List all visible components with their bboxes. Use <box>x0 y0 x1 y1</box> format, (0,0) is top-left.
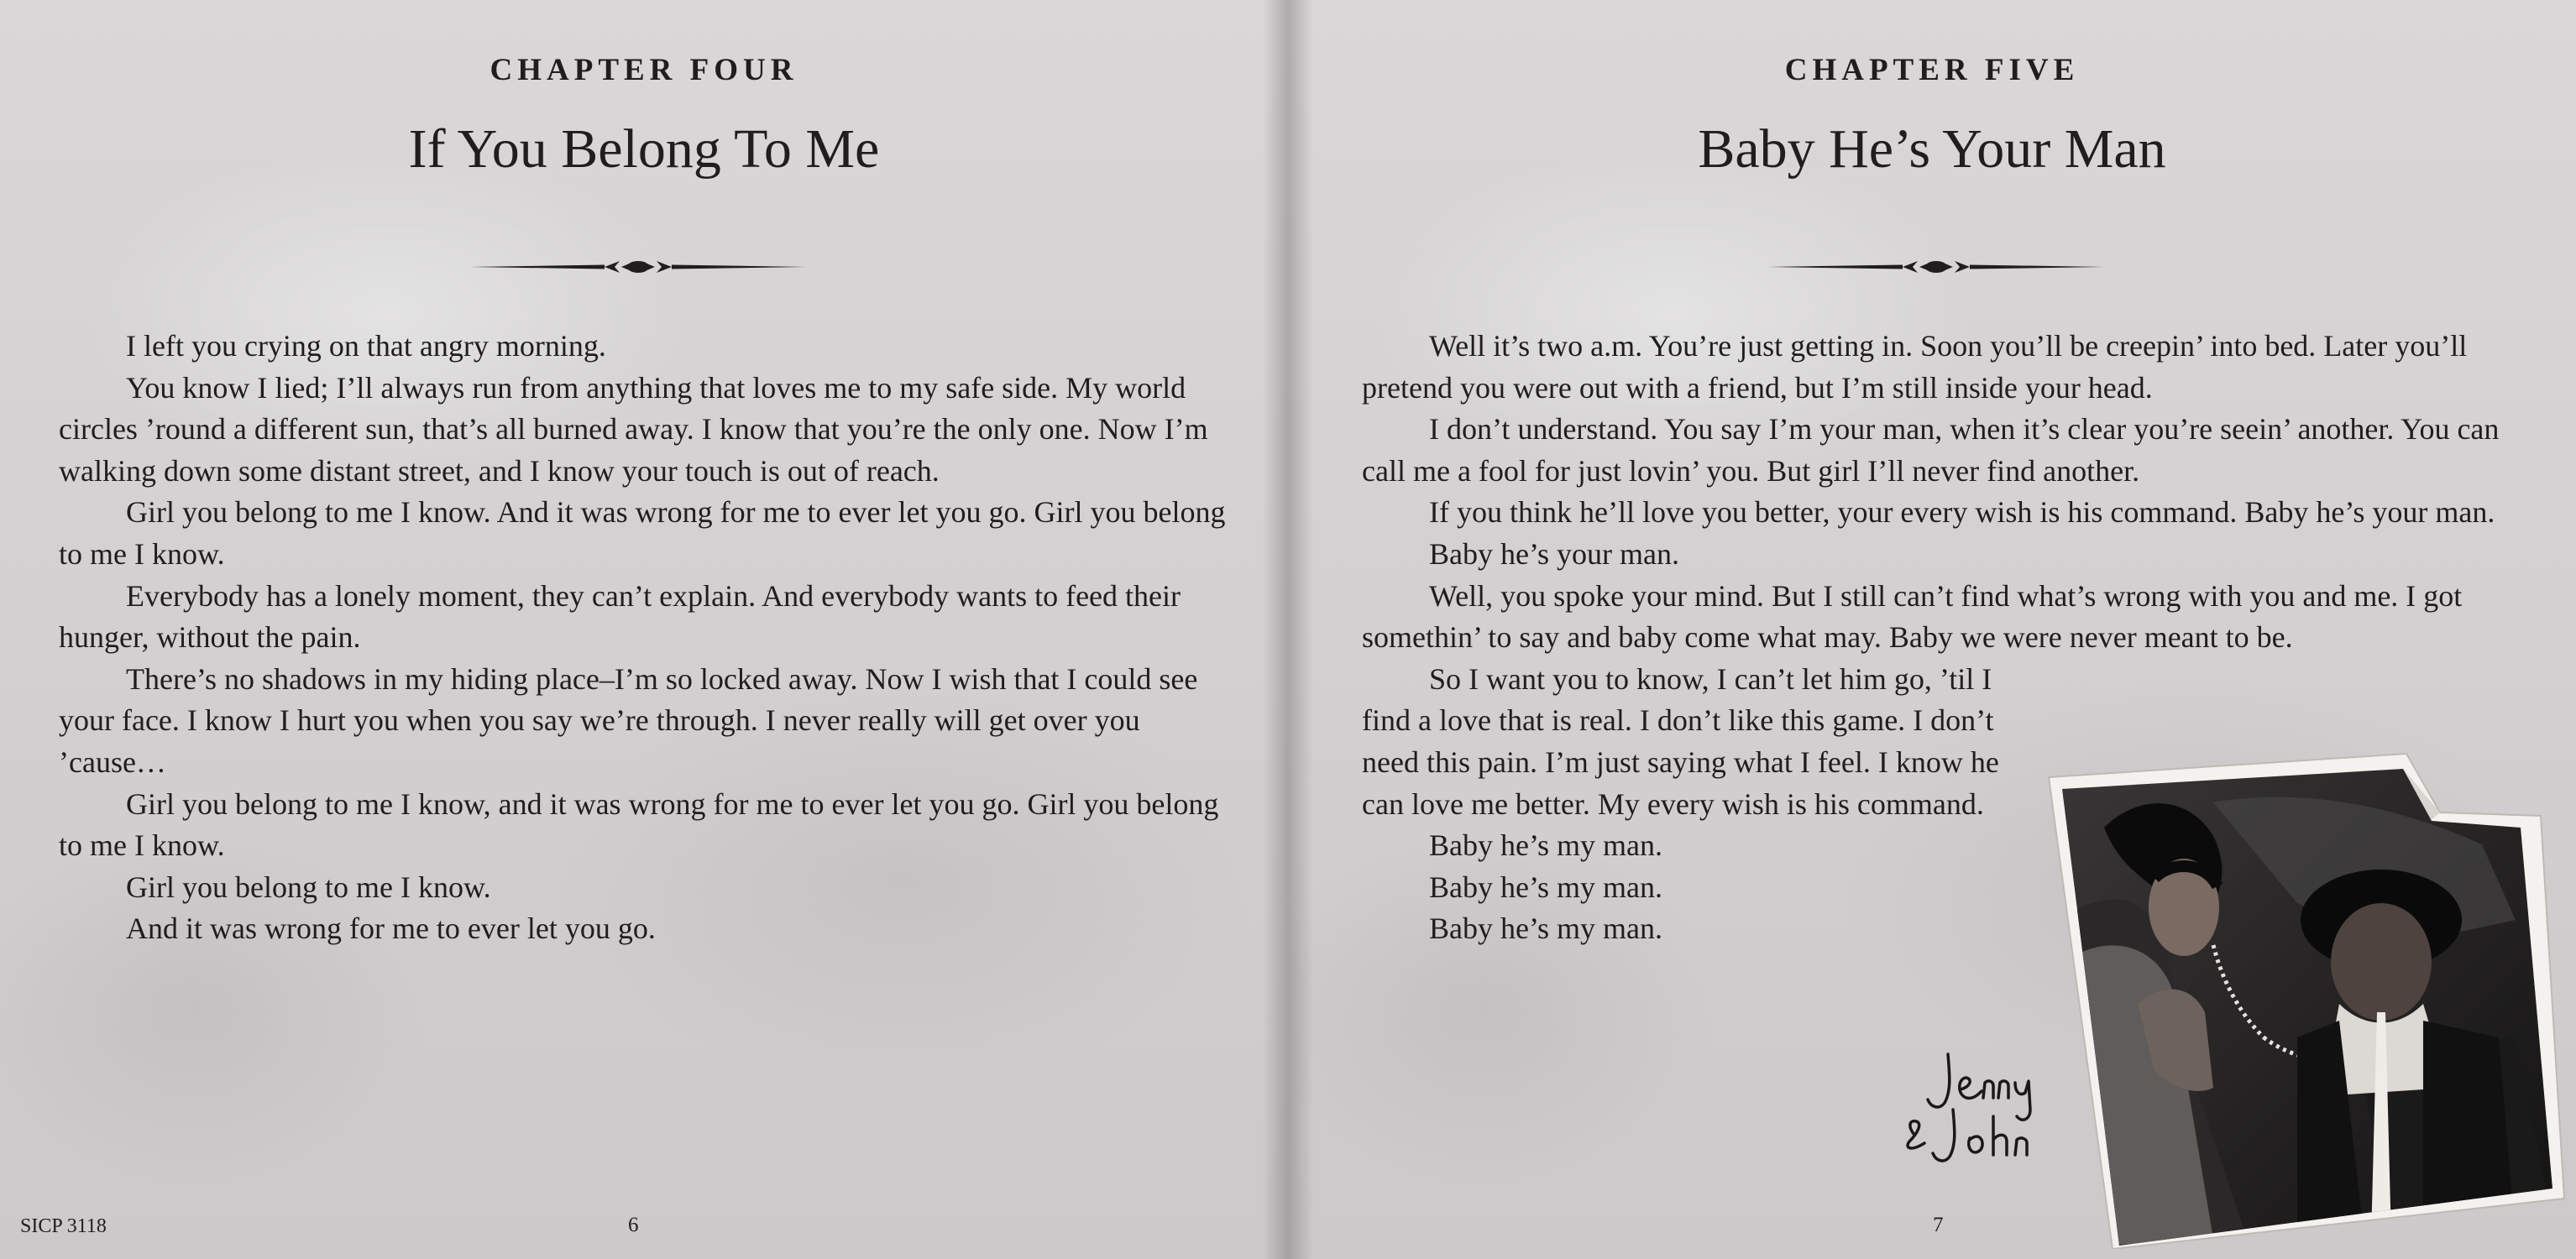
lyric-paragraph: Baby he’s my man. <box>1429 912 1662 946</box>
chapter-label: CHAPTER FOUR <box>490 53 798 87</box>
lyric-paragraph: I don’t understand. You say I’m your man, when it’s clear you’re seein’ another. You can call me a fool for just lovin’ you. But girl I’ll never find another. <box>1362 412 2500 488</box>
lyric-paragraph: Girl you belong to me I know, and it was wrong for me to ever let you go. Girl you belong to me I know. <box>59 786 1219 863</box>
lyric-paragraph: There’s no shadows in my hiding place–I’m so locked away. Now I wish that I could see your face. I know I hurt you when you say we’re through. I never really will get over you ’cause… <box>59 661 1198 779</box>
lyric-paragraph: Well, you spoke your mind. But I still can’t find what’s wrong with you and me. I got somethin’ to say and baby come what may. Baby we were never meant to be. <box>1362 578 2463 655</box>
chapter-label: CHAPTER FIVE <box>1784 53 2080 87</box>
lyric-paragraph: You know I lied; I’ll always run from anything that loves me to my safe side. My world circles ’round a different sun, that’s all burned away. I know that you’re the only one. Now I’m walking down some distant street, and I know your touch is out of reach. <box>59 370 1208 488</box>
page-number: 6 <box>628 1214 639 1236</box>
lyric-paragraph: If you think he’ll love you better, your every wish is his command. Baby he’s your man. <box>1429 495 2495 530</box>
catalog-code: SICP 3118 <box>20 1215 107 1237</box>
lyric-paragraph: Baby he’s my man. <box>1429 828 1662 863</box>
lyric-paragraph: Baby he’s your man. <box>1429 536 1679 571</box>
ornament-divider-icon <box>1768 257 2104 277</box>
lyric-paragraph: Well it’s two a.m. You’re just getting in. Soon you’ll be creepin’ into bed. Later you’ll pretend you were out with a friend, but I’m still inside your head. <box>1362 329 2468 405</box>
ornament-divider-icon <box>470 257 806 277</box>
lyric-paragraph: So I want you to know, I can’t let him go, ’til I find a love that is real. I don’t like this game. I don’t need this pain. I’m just saying what I feel. I know he can love me better. My every wish is his command. <box>1362 661 1999 821</box>
chapter-title: If You Belong To Me <box>408 118 880 180</box>
lyric-paragraph: Girl you belong to me I know. <box>126 870 491 904</box>
chapter-title: Baby He’s Your Man <box>1698 118 2166 180</box>
lyric-paragraph: I left you crying on that angry morning. <box>126 329 606 363</box>
lyrics-text <box>59 326 1234 950</box>
lyric-paragraph: Baby he’s my man. <box>1429 870 1662 904</box>
couple-photo <box>2045 735 2566 1249</box>
page-number: 7 <box>1933 1214 1944 1236</box>
lyric-paragraph: And it was wrong for me to ever let you go. <box>126 912 656 946</box>
lyric-paragraph: Everybody has a lonely moment, they can’t explain. And everybody wants to feed their hunger, without the pain. <box>59 578 1181 655</box>
lyric-paragraph: Girl you belong to me I know. And it was wrong for me to ever let you go. Girl you belong to me I know. <box>59 495 1226 571</box>
